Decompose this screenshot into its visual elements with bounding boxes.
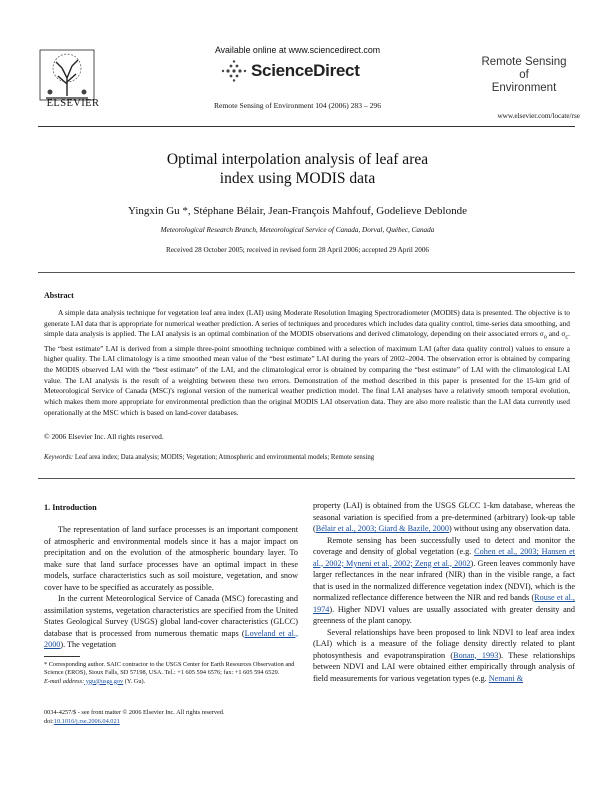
- paragraph-text: ). These relationships between NDVI and LAI were obtained either empirically through analysis of field measurements for various vegetation types (e.g.: [313, 650, 575, 683]
- email-label: E-mail address:: [44, 677, 85, 685]
- doi-label: doi:: [44, 718, 54, 725]
- paragraph: [313, 500, 575, 535]
- journal-reference: Remote Sensing of Environment 104 (2006) 283 – 296: [213, 101, 382, 110]
- citation-link[interactable]: Loveland et al., 2000: [44, 628, 298, 649]
- journal-logo: [474, 56, 574, 95]
- title-line: index using MODIS data: [219, 170, 376, 187]
- footnote-email-line: [44, 678, 298, 686]
- paragraph-text: Several relationships have been proposed to link NDVI to leaf area index (LAI) which is a measure of the foliage density directly related to plant photosynthesis and evapotranspiration (: [313, 627, 575, 660]
- abstract-text: A simple data analysis technique for vegetation leaf area index (LAI) using Moderate Resolution Imaging Spectroradiometer (MODIS) data is presented. The objective is to generate LAI data that is appropriate for numerical weather prediction. A series of techniques and procedures which includes data quality control, time-series data smoothing, and simple data analysis is applied. The LAI analysis is an optimal combination of the MODIS observations and derived climatology, depending on their associated errors σ: [44, 308, 570, 339]
- doi-line: [44, 717, 298, 726]
- footnote-text: * Corresponding author. SAIC contractor to the USGS Center for Earth Resources Observation and Science (EROS), Sioux Falls, SD 57198, USA. Tel.: +1 605 594 6576; fax: +1 605 594 6529.: [44, 661, 295, 677]
- article-title: [100, 150, 495, 188]
- footnote-divider: [44, 656, 80, 657]
- paragraph: [44, 593, 298, 651]
- journal-url[interactable]: www.elsevier.com/locate/rse: [497, 112, 580, 120]
- abstract-text: and σ: [546, 329, 566, 339]
- abstract-divider: [38, 478, 575, 479]
- title-divider: [38, 272, 575, 273]
- citation-link[interactable]: Rouse et al., 1974: [313, 593, 575, 614]
- keywords: [44, 454, 570, 461]
- citation-link[interactable]: Cohen et al., 2003; Hansen et al., 2002; Myneni et al., 2002; Zeng et al., 2002: [313, 547, 576, 568]
- subscript: o: [543, 334, 547, 341]
- abstract-body: [44, 308, 570, 419]
- article-dates: Received 28 October 2005; received in revised form 28 April 2006; accepted 29 April 2006: [165, 246, 430, 254]
- citation-link[interactable]: Nemani &: [488, 673, 524, 683]
- keywords-list: Leaf area index; Data analysis; MODIS; Vegetation; Atmospheric and environmental models; Remote sensing: [73, 454, 375, 461]
- keywords-label: Keywords:: [44, 454, 74, 461]
- paragraph-text: ) without using any observation data.: [448, 524, 571, 533]
- doi-link[interactable]: 10.1016/j.rse.2006.04.021: [53, 718, 120, 725]
- journal-logo-line: Remote Sensing: [481, 56, 567, 68]
- journal-logo-line: Environment: [491, 82, 557, 94]
- citation-link[interactable]: Bonan, 1993: [453, 650, 499, 660]
- email-link[interactable]: ygu@usgs.gov: [84, 677, 124, 685]
- subscript: c: [565, 334, 569, 341]
- copyright-notice: © 2006 Elsevier Inc. All rights reserved.: [44, 432, 164, 441]
- header-divider: [38, 126, 575, 127]
- right-column: [313, 500, 575, 684]
- front-matter-line: 0034-4257/$ - see front matter © 2006 Elsevier Inc. All rights reserved.: [44, 709, 225, 716]
- paragraph-text: ). Higher NDVI values are usually associated with greater density and greenness of the plant canopy.: [313, 604, 575, 625]
- paragraph: The representation of land surface processes is an important component of atmospheric and environmental models since it has a major impact on precipitation and on the evolution of the atmospheric boundary layer. To make sure that land surface processes have an optimal impact in these models, surface characteristics such as soil moisture, vegetation, and snow cover have to be specified as accurately as possible.: [44, 525, 298, 592]
- paragraph-text: ). The vegetation: [60, 640, 116, 649]
- footnote: [44, 661, 298, 686]
- affiliation: Meteorological Research Branch, Meteorological Service of Canada, Dorval, Québec, Canada: [160, 226, 435, 234]
- paragraph-text: Remote sensing has been successfully used to detect and monitor the coverage and density of global vegetation (e.g.: [313, 535, 575, 556]
- paragraph: [313, 627, 575, 685]
- issn-block: [44, 708, 298, 726]
- author-list: Yingxin Gu *, Stéphane Bélair, Jean-François Mahfouf, Godelieve Deblonde: [128, 205, 467, 217]
- publisher-name: ELSEVIER: [46, 98, 100, 109]
- paragraph-text: In the current Meteorological Service of Canada (MSC) forecasting and assimilation systems, vegetation characteristics are specified from the United States Geological Survey (USGS) global land-cover characteristics (GLCC) database that is processed from numerous thematic maps (: [44, 594, 298, 638]
- left-column: [44, 524, 298, 651]
- paragraph: [313, 535, 575, 627]
- paragraph-text: ). Green leaves commonly have larger reflectances in the near infrared (NIR) than in the visible range, a fact that is used in the normalized difference vegetation index (NDVI), which is the normalized reflectance difference between the NIR and red bands (: [313, 558, 575, 602]
- sciencedirect-wordmark: ScienceDirect: [251, 61, 360, 80]
- journal-logo-line: of: [519, 69, 529, 81]
- abstract-heading: Abstract: [44, 291, 74, 300]
- paragraph-text: property (LAI) is obtained from the USGS GLCC 1-km database, whereas the seasonal variation is specified from a pre-determined (arbitrary) look-up table (: [313, 501, 575, 533]
- section-heading: 1. Introduction: [44, 503, 97, 512]
- email-tail: (Y. Gu).: [123, 677, 146, 685]
- abstract-text: . The “best estimate” LAI is derived from a simple three-point smoothing technique combined with a selection of maximum LAI (after data quality control) values to ensure a higher quality. The LAI climatology is a time smoothed mean value of the “best estimate” LAI during the years of 2002–2004. The observation error is obtained by comparing the MODIS observed LAI with the “best estimate” of the LAI, and the climatological error is obtained by comparing the “best estimate” of LAI with the climatological LAI value. The LAI analysis is the result of a weighting between these two errors. Demonstration of the method described in this paper is presented for the 15-km grid of Meteorological Service of Canada (MSC)'s regional version of the numerical weather prediction model. The final LAI analyses have a relatively smooth temporal evolution, which makes them more appropriate for environmental prediction than the original MODIS LAI observation data. They are also more realistic than the LAI data currently used operationally at the MSC which is based on land-cover databases.: [44, 329, 570, 417]
- title-line: Optimal interpolation analysis of leaf area: [166, 151, 429, 168]
- citation-link[interactable]: Bélair et al., 2003; Giard & Bazile, 2000: [315, 524, 449, 533]
- available-online-text[interactable]: Available online at www.sciencedirect.com: [214, 45, 381, 55]
